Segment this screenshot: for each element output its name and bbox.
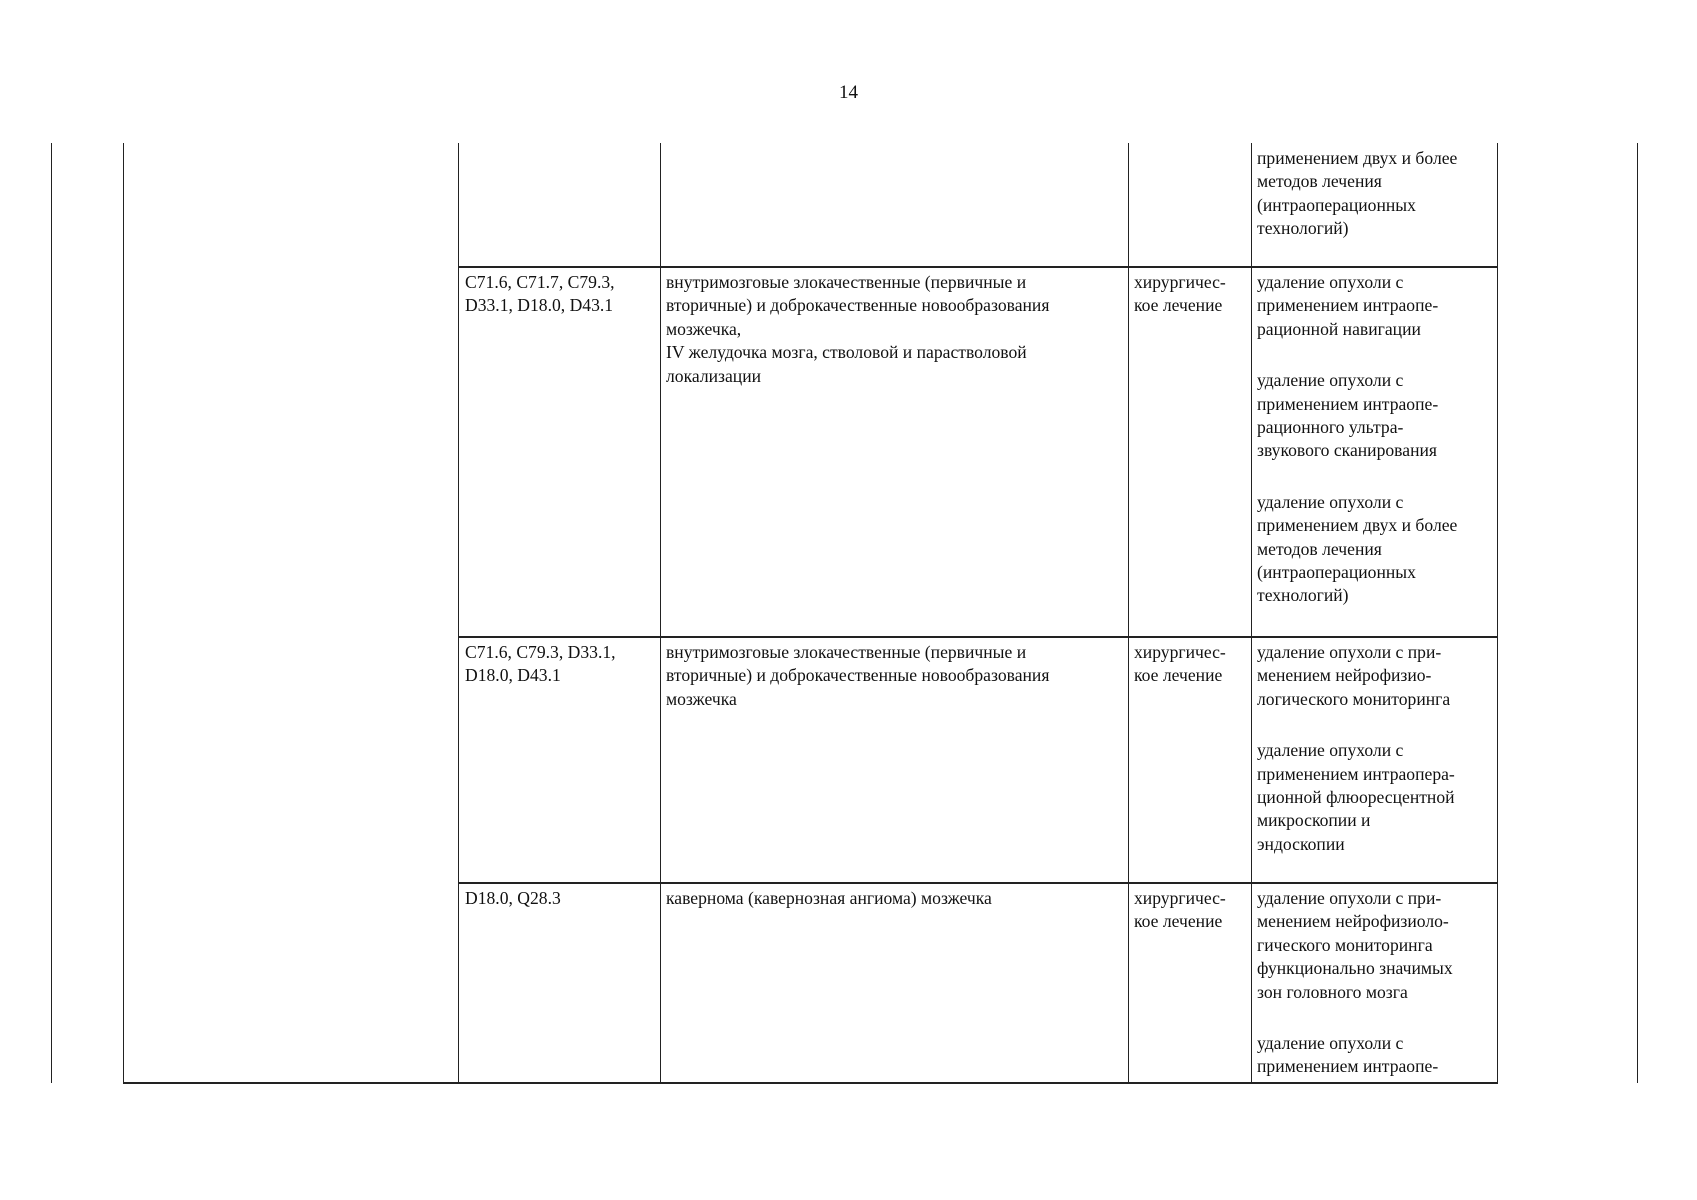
col-divider-3 [660, 143, 661, 1083]
treatment-type-cell: хирургичес- кое лечение [1134, 272, 1226, 316]
method-text: удаление опухоли с применением интраопера- ционной флюоресцентной микроскопии и эндоскопии [1257, 740, 1455, 854]
methods-cell [1257, 641, 1493, 856]
methods-cell [1257, 887, 1493, 1079]
outer-right-border [1637, 143, 1638, 1083]
treatment-type-cell: хирургичес- кое лечение [1134, 888, 1226, 932]
icd-code-cell: C71.6, C71.7, C79.3, D33.1, D18.0, D43.1 [465, 272, 615, 316]
row-divider-3 [458, 882, 1498, 884]
method-text: удаление опухоли с применением интраопе- рационного ультра- звукового сканирования [1257, 370, 1439, 461]
method-text: удаление опухоли с применением интраопе- [1257, 1033, 1439, 1077]
table-row [1257, 147, 1493, 241]
method-text: удаление опухоли с при- менением нейрофизио- логического мониторинга [1257, 642, 1451, 709]
col-divider-2 [458, 143, 459, 1083]
outer-left-border [51, 143, 52, 1083]
icd-code-cell: C71.6, C79.3, D33.1, D18.0, D43.1 [465, 642, 616, 686]
method-text: применением двух и более методов лечения (интраоперационных технологий) [1257, 148, 1458, 239]
method-text: удаление опухоли с применением двух и более методов лечения (интраоперационных технологий) [1257, 491, 1458, 606]
treatment-type-cell: хирургичес- кое лечение [1134, 642, 1226, 686]
diagnosis-cell: внутримозговые злокачественные (первичные и вторичные) и доброкачественные новообразования мозжечка, IV желудочка мозга, стволовой и парастволовой локализации [666, 272, 1050, 386]
table-bottom-border [123, 1082, 1498, 1084]
method-text: удаление опухоли с при- менением нейрофизиоло- гического мониторинга функционально значимых зон головного мозга [1257, 888, 1453, 1002]
col-divider-6 [1497, 143, 1498, 1083]
diagnosis-cell: внутримозговые злокачественные (первичные и вторичные) и доброкачественные новообразования мозжечка [666, 642, 1050, 709]
page-number: 14 [839, 82, 858, 103]
diagnosis-cell: кавернома (кавернозная ангиома) мозжечка [666, 888, 992, 908]
methods-cell [1257, 271, 1493, 608]
row-divider-2 [458, 636, 1498, 638]
row-divider-1 [458, 266, 1498, 268]
icd-code-cell: D18.0, Q28.3 [465, 888, 561, 908]
col-divider-4 [1128, 143, 1129, 1083]
col-divider-5 [1251, 143, 1252, 1083]
col-divider-1 [123, 143, 124, 1083]
method-text: удаление опухоли с применением интраопе- рационной навигации [1257, 272, 1439, 339]
